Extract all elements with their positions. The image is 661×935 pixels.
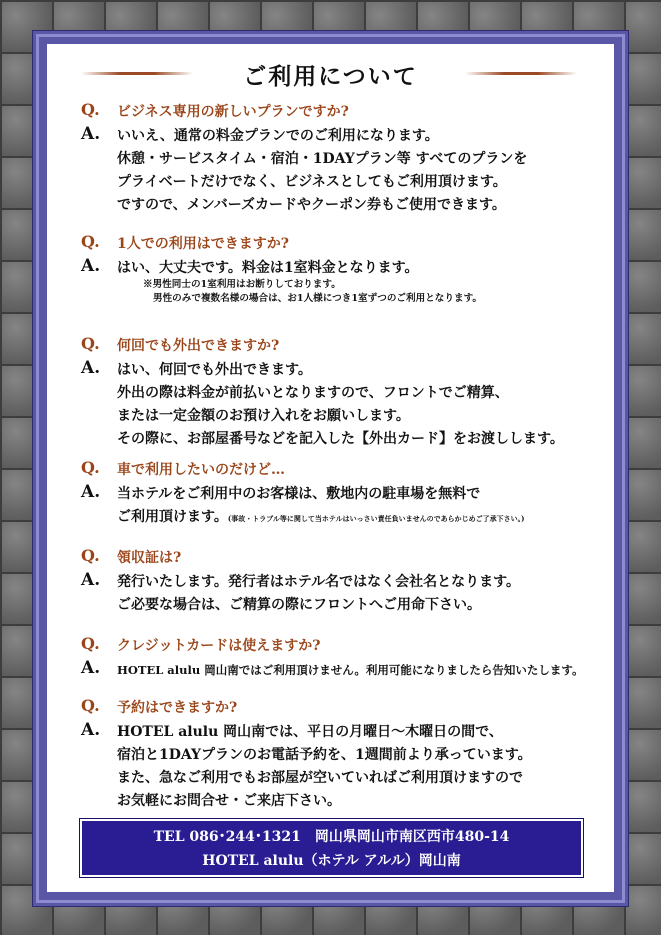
a-mark: A. [81,124,101,144]
page-title: ご利用について [243,63,418,90]
question-text: 車で利用したいのだけど… [117,462,285,478]
answer-line: 休憩・サービスタイム・宿泊・1DAYプラン等 すべてのプランを [117,151,528,167]
q-mark: Q. [81,232,100,251]
footer-hotel-name: HOTEL alulu（ホテル アルル）岡山南 [202,853,461,869]
answer-block [47,482,614,532]
faq-item [47,334,614,454]
a-mark: A. [81,570,101,590]
faq-panel [47,44,614,892]
q-mark: Q. [81,100,100,119]
q-mark: Q. [81,458,100,477]
answer-block [47,570,614,620]
answer-line: 宿泊と1DAYプランのお電話予約を、1週間前より承っています。 [117,747,532,763]
answer-line: ご必要な場合は、ご精算の際にフロントへご用命下さい。 [117,597,481,613]
faq-item [47,634,614,686]
question-text: 領収証は? [117,550,182,566]
question-text: ビジネス専用の新しいプランですか? [117,104,349,120]
answer-line: HOTEL alulu 岡山南ではご利用頂けません。利用可能になりましたら告知いたします。 [117,663,584,677]
title-rule-right [465,72,577,75]
faq-item [47,458,614,532]
answer-line-text: ご利用頂けます。 [117,509,228,525]
answer-block [47,358,614,454]
answer-line: はい、大丈夫です。料金は1室料金となります。 [117,260,419,276]
a-mark: A. [81,256,101,276]
faq-item [47,232,614,326]
question-text: 1人での利用はできますか? [117,236,289,252]
a-mark: A. [81,720,101,740]
question-row [47,634,614,658]
question-text: 予約はできますか? [117,700,238,716]
faq-item [47,546,614,620]
answer-line: 外出の際は料金が前払いとなりますので、フロントでご精算、 [117,385,509,401]
a-mark: A. [81,658,101,678]
contact-footer [79,818,584,878]
footer-contact-line: TEL 086･244･1321 岡山県岡山市南区西市480-14 [153,829,510,845]
answer-line: プライベートだけでなく、ビジネスとしてもご利用頂けます。 [117,174,507,190]
faq-item [47,696,614,816]
question-row [47,334,614,358]
q-mark: Q. [81,334,100,353]
faq-item [47,100,614,220]
question-row [47,232,614,256]
answer-line: HOTEL alulu 岡山南では、平日の月曜日～木曜日の間で、 [117,724,503,740]
answer-line: 発行いたします。発行者はホテル名ではなく会社名となります。 [117,574,521,590]
question-row [47,100,614,124]
answer-block [47,658,614,686]
question-row [47,696,614,720]
answer-line: お気軽にお問合せ・ご来店下さい。 [117,793,341,809]
disclaimer-note: (事故・トラブル等に関して当ホテルはいっさい責任負いませんのであらかじめご了承下さい。) [227,514,525,523]
answer-line: その際に、お部屋番号などを記入した【外出カード】をお渡しします。 [117,431,564,447]
answer-line: はい、何回でも外出できます。 [117,362,312,378]
answer-note: ※男性同士の1室利用はお断りしております。 [143,279,341,290]
answer-note: 男性のみで複数名様の場合は、お1人様につき1室ずつのご利用となります。 [153,293,482,304]
q-mark: Q. [81,696,100,715]
answer-line: いいえ、通常の料金プランでのご利用になります。 [117,128,439,144]
question-row [47,458,614,482]
question-text: 何回でも外出できますか? [117,338,280,354]
q-mark: Q. [81,546,100,565]
a-mark: A. [81,358,101,378]
answer-line: 当ホテルをご利用中のお客様は、敷地内の駐車場を無料で [117,486,481,502]
answer-line [117,506,607,529]
answer-line: ですので、メンバーズカードやクーポン券もご使用できます。 [117,197,506,213]
answer-block [47,720,614,816]
answer-line: または一定金額のお預け入れをお願いします。 [117,408,410,424]
question-row [47,546,614,570]
answer-block [47,256,614,326]
a-mark: A. [81,482,101,502]
answer-block [47,124,614,220]
answer-line: また、急なご利用でもお部屋が空いていればご利用頂けますので [117,770,523,786]
question-text: クレジットカードは使えますか? [117,638,321,654]
q-mark: Q. [81,634,100,653]
